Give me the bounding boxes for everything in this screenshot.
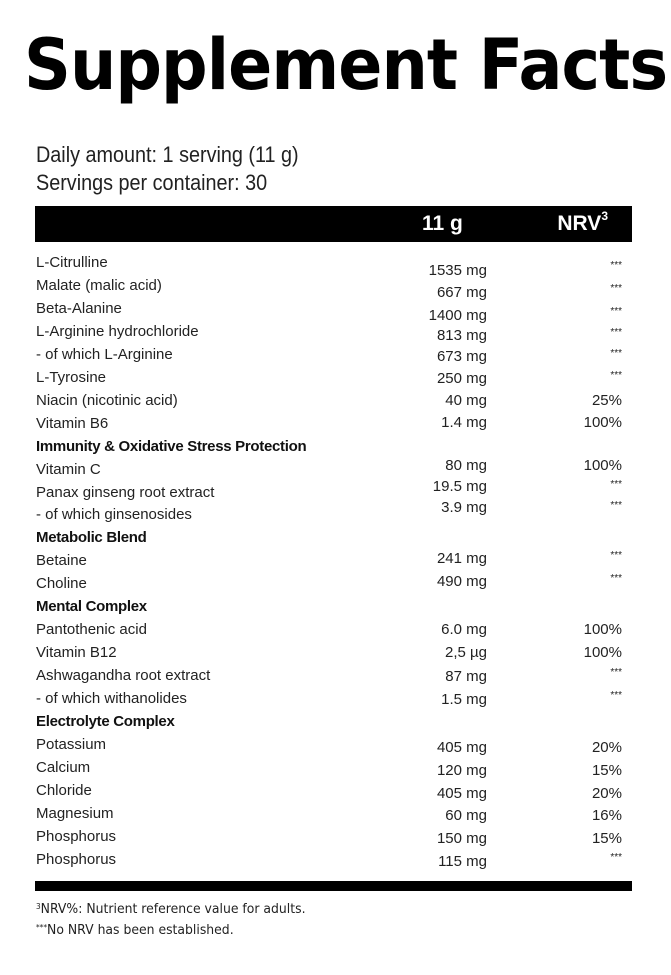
footnote-nrv-text: NRV%: Nutrient reference value for adults. (40, 901, 306, 917)
nutrient-name: Vitamin B12 (36, 644, 117, 662)
nutrient-name: Phosphorus (36, 850, 117, 868)
nutrient-name: Panax ginseng root extract (36, 483, 215, 501)
nutrient-nrv: 15% (591, 829, 622, 847)
section-heading-row (36, 713, 622, 736)
table-row (36, 621, 622, 644)
nutrient-amount: 60 mg (445, 806, 487, 824)
bottom-divider (35, 881, 632, 891)
table-row (36, 828, 622, 851)
table-row (36, 690, 622, 713)
nutrient-nrv: *** (610, 851, 622, 863)
nutrient-amount: 150 mg (436, 829, 487, 847)
nutrient-nrv: 100% (583, 456, 622, 474)
table-row (36, 782, 622, 805)
nutrient-nrv: *** (610, 478, 622, 490)
table-row (36, 736, 622, 759)
nutrient-nrv: *** (610, 550, 622, 562)
nutrient-amount: 120 mg (436, 761, 487, 779)
nutrient-amount: 115 mg (438, 852, 487, 870)
nutrient-nrv: 100% (583, 621, 622, 639)
table-row (36, 254, 622, 277)
nutrient-amount: 673 mg (436, 347, 487, 365)
table-row (36, 575, 622, 598)
nutrient-nrv: 15% (591, 761, 622, 779)
nutrient-amount: 813 mg (436, 326, 487, 344)
nutrient-name: Magnesium (36, 804, 114, 822)
table-row (36, 415, 622, 438)
nutrient-name: Calcium (36, 758, 91, 776)
section-heading: Metabolic Blend (36, 529, 147, 547)
nutrient-name: L-Tyrosine (36, 368, 107, 386)
table-row (36, 805, 622, 828)
nutrient-amount: 80 mg (445, 456, 487, 474)
footnote-nrv-marker: 3 (36, 902, 41, 911)
nutrient-nrv: 20% (591, 784, 622, 802)
table-row (36, 759, 622, 782)
nutrient-nrv: *** (610, 573, 622, 585)
nutrient-nrv: *** (610, 500, 622, 512)
header-amount: 11 g (422, 212, 463, 235)
table-row (36, 552, 622, 575)
nutrient-name: Phosphorus (36, 827, 117, 845)
nutrient-nrv: *** (610, 667, 622, 679)
nutrient-name: Niacin (nicotinic acid) (36, 391, 178, 409)
nutrient-nrv: *** (610, 260, 622, 271)
nutrient-amount: 1.5 mg (441, 691, 487, 709)
nutrient-nrv: *** (610, 326, 622, 338)
table-row (36, 392, 622, 415)
table-row (36, 369, 622, 392)
nutrient-amount: 1400 mg (428, 306, 487, 324)
header-nrv-superscript: 3 (601, 209, 608, 223)
nutrient-name: Malate (malic acid) (36, 276, 162, 294)
nutrient-name: Vitamin B6 (36, 414, 109, 432)
table-row (36, 277, 622, 300)
nutrient-nrv: *** (610, 305, 622, 317)
nutrient-nrv: 100% (583, 644, 622, 662)
section-heading-row (36, 598, 622, 621)
nutrient-name: - of which withanolides (36, 690, 187, 708)
nutrient-amount: 1.4 mg (441, 413, 487, 431)
table-row (36, 499, 622, 529)
footnote-nrv (36, 903, 306, 917)
nutrient-name: Vitamin C (36, 460, 101, 478)
footnote-no-nrv (36, 924, 234, 938)
nutrient-name: L-Citrulline (36, 254, 108, 271)
nutrient-name: Pantothenic acid (36, 621, 147, 639)
table-row (36, 477, 622, 507)
nutrient-nrv: *** (610, 347, 622, 359)
section-heading: Immunity & Oxidative Stress Protection (36, 437, 307, 455)
nutrient-amount: 87 mg (445, 668, 487, 686)
nutrient-amount: 490 mg (436, 573, 487, 591)
nutrient-name: Ashwagandha root extract (36, 667, 211, 685)
nutrient-amount: 241 mg (436, 550, 487, 568)
nutrient-name: Betaine (36, 552, 87, 570)
section-heading-row (36, 529, 622, 552)
footnote-no-nrv-marker: *** (36, 923, 48, 932)
header-nrv-label: NRV (557, 212, 602, 235)
table-row (36, 644, 622, 667)
nutrient-amount: 405 mg (436, 784, 487, 802)
nutrient-name: Potassium (36, 735, 107, 753)
section-heading: Electrolyte Complex (36, 713, 175, 730)
nutrient-amount: 667 mg (436, 283, 487, 301)
table-header (35, 206, 632, 242)
nutrient-nrv: *** (610, 690, 622, 702)
page-title: Supplement Facts (24, 24, 668, 106)
nutrient-name: Choline (36, 575, 87, 593)
nutrient-amount: 2,5 µg (444, 644, 487, 662)
section-heading-row (36, 438, 622, 461)
nutrient-nrv: 20% (591, 738, 622, 756)
table-row (36, 300, 622, 323)
daily-amount: Daily amount: 1 serving (11 g) (36, 142, 299, 167)
nutrient-amount: 405 mg (436, 738, 487, 756)
nutrient-amount: 3.9 mg (441, 499, 487, 517)
section-heading: Mental Complex (36, 598, 147, 616)
servings-per-container: Servings per container: 30 (36, 170, 268, 195)
nutrient-name: - of which L-Arginine (36, 345, 173, 363)
table-row (36, 323, 622, 346)
nutrient-name: L-Arginine hydrochloride (36, 322, 199, 340)
table-row (36, 456, 622, 484)
table-row (36, 851, 622, 874)
nutrient-name: Beta-Alanine (36, 299, 122, 317)
nutrient-amount: 250 mg (436, 369, 487, 387)
nutrient-nrv: 100% (583, 413, 622, 431)
table-row (36, 346, 622, 369)
header-nrv (557, 209, 608, 235)
table-row (36, 667, 622, 690)
nutrient-nrv: *** (610, 282, 622, 294)
nutrient-amount: 6.0 mg (441, 621, 487, 639)
nutrient-amount: 1535 mg (428, 262, 487, 279)
nutrient-amount: 40 mg (445, 391, 487, 409)
nutrient-amount: 19.5 mg (432, 477, 487, 495)
footnote-no-nrv-text: No NRV has been established. (47, 922, 234, 938)
nutrient-name: - of which ginsenosides (36, 506, 192, 524)
nutrient-nrv: 25% (591, 391, 622, 409)
nutrient-nrv: *** (610, 369, 622, 381)
nutrient-nrv: 16% (591, 806, 622, 824)
nutrient-name: Chloride (36, 781, 92, 799)
